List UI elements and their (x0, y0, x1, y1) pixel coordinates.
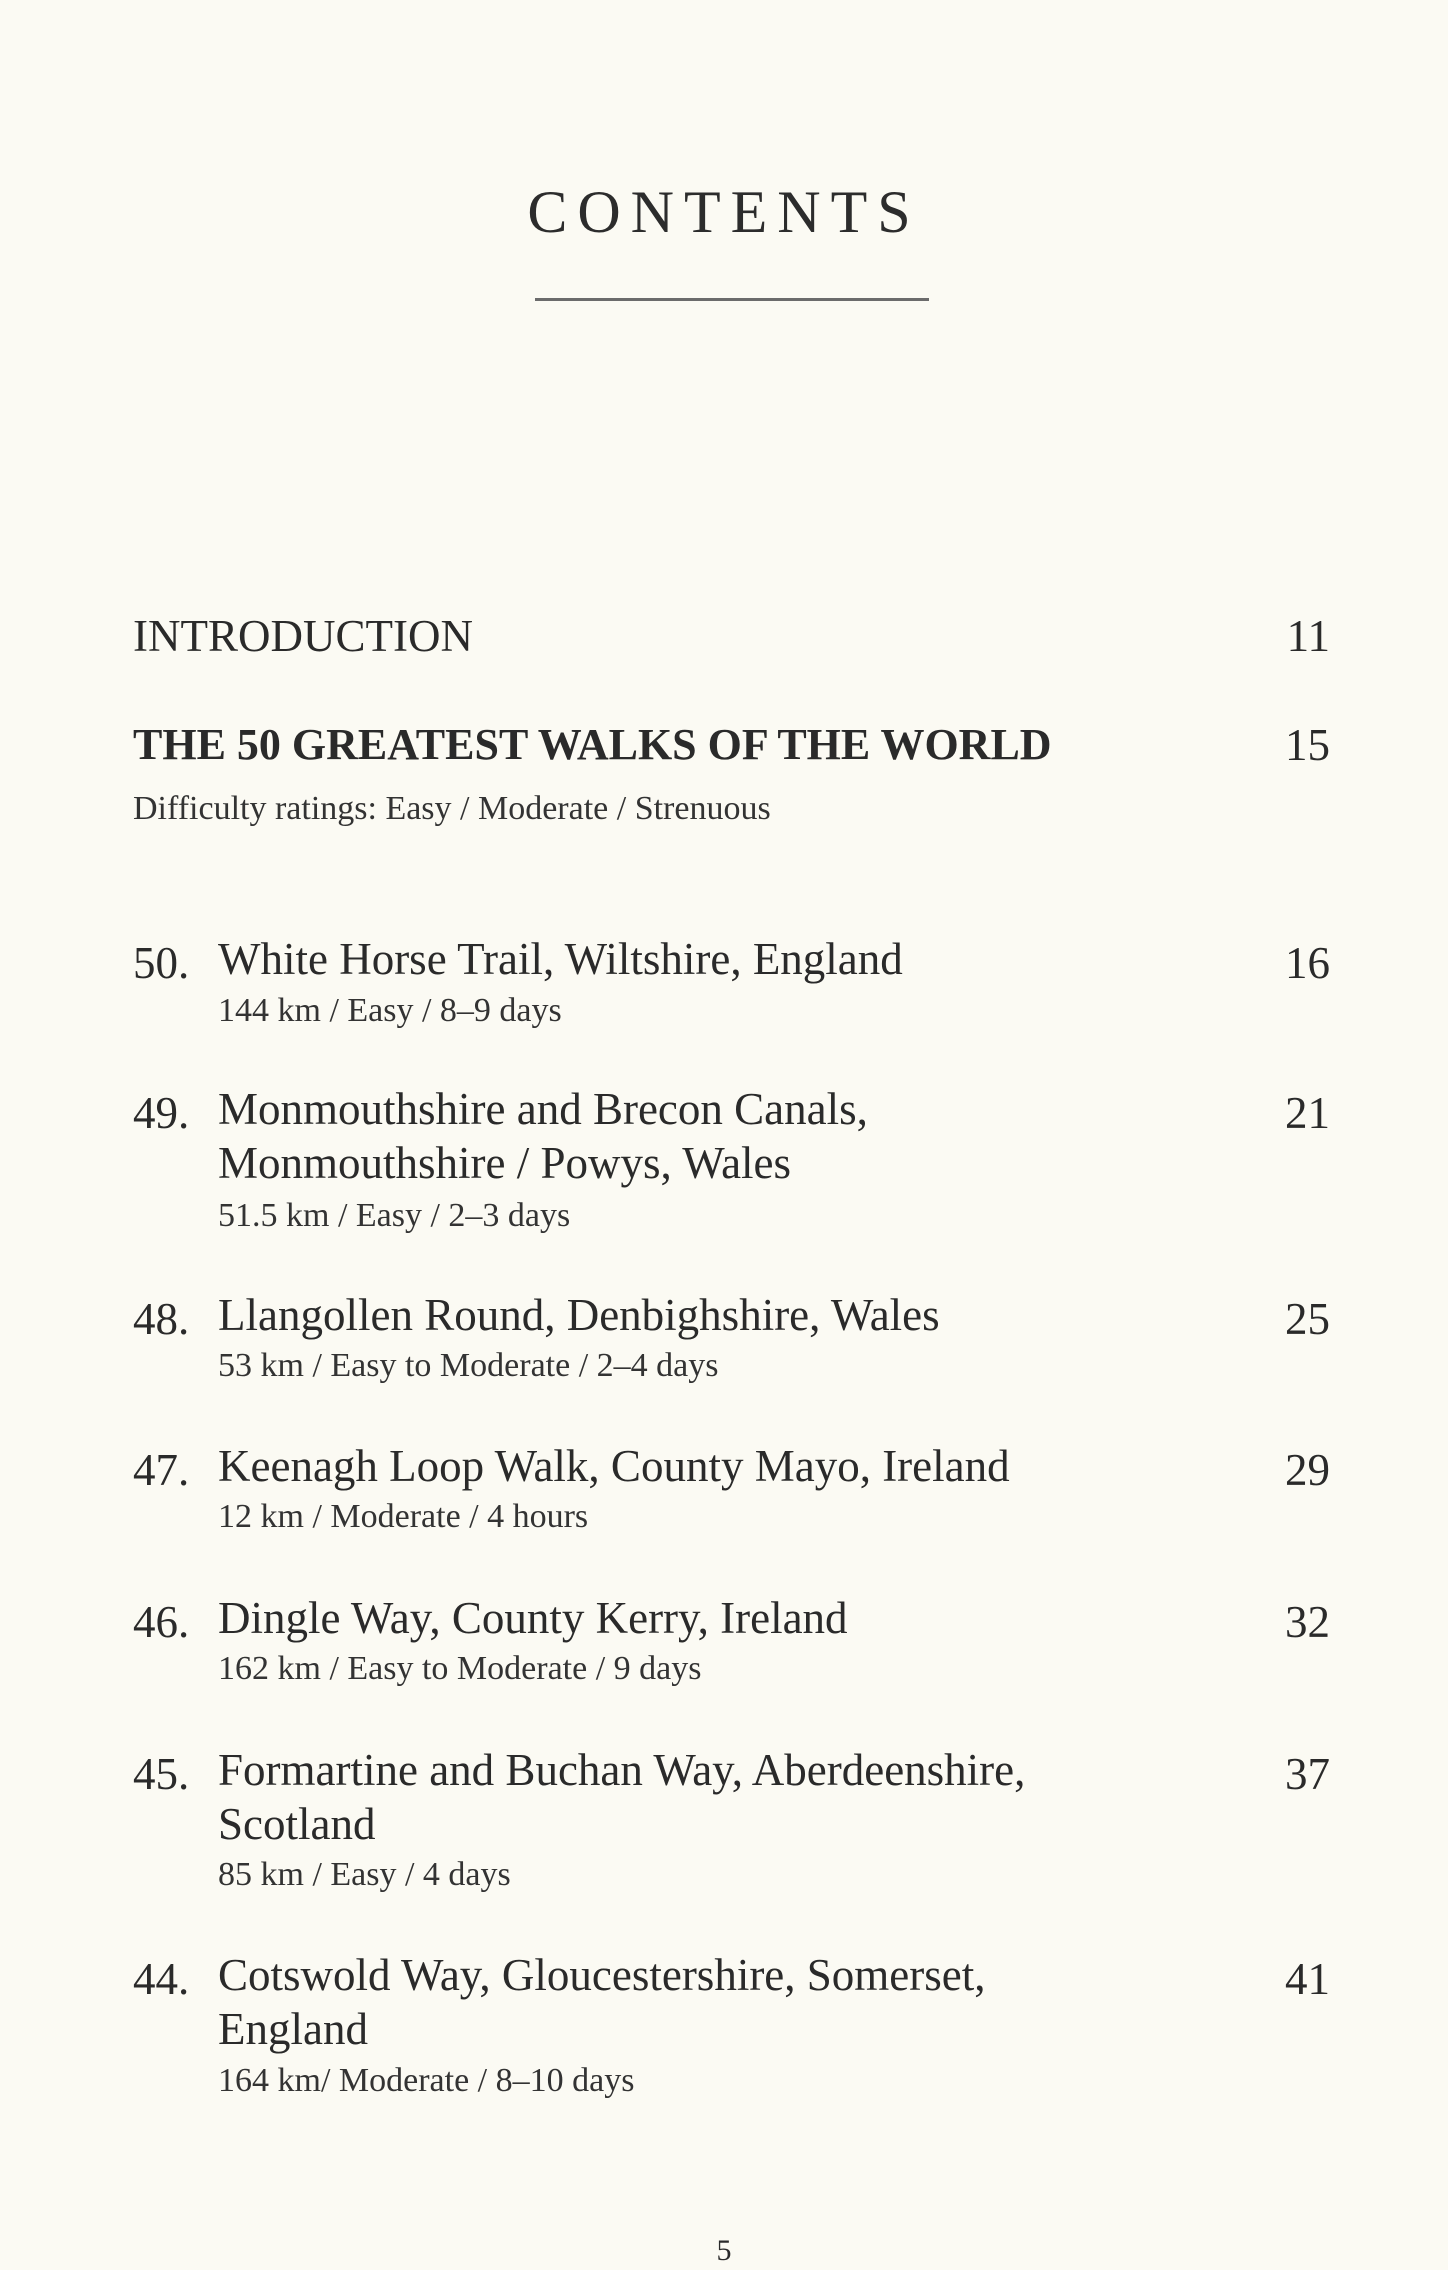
toc-intro-label: INTRODUCTION (133, 611, 473, 661)
entry-details: 85 km / Easy / 4 days (218, 1856, 511, 1893)
entry-title: Monmouthshire and Brecon Canals, Monmouthshire / Powys, Wales (218, 1084, 868, 1188)
toc-section-page: 15 (1285, 720, 1330, 770)
entry-details: 144 km / Easy / 8–9 days (218, 992, 562, 1029)
entry-title: White Horse Trail, Wiltshire, England (218, 934, 903, 984)
entry-number: 45. (133, 1749, 190, 1799)
entry-details: 53 km / Easy to Moderate / 2–4 days (218, 1347, 719, 1384)
page-number: 5 (716, 2234, 732, 2267)
entry-page: 25 (1285, 1294, 1330, 1344)
entry-title: Formartine and Buchan Way, Aberdeenshire, Scotland (218, 1745, 1026, 1849)
entry-number: 49. (133, 1088, 190, 1138)
entry-page: 32 (1285, 1597, 1330, 1647)
entry-number: 44. (133, 1954, 190, 2004)
difficulty-note: Difficulty ratings: Easy / Moderate / Strenuous (133, 790, 771, 827)
entry-number: 50. (133, 938, 190, 988)
entry-title: Cotswold Way, Gloucestershire, Somerset, England (218, 1950, 986, 2054)
title-divider (535, 298, 929, 301)
entry-title: Llangollen Round, Denbighshire, Wales (218, 1290, 940, 1340)
entry-title: Keenagh Loop Walk, County Mayo, Ireland (218, 1441, 1010, 1491)
entry-page: 37 (1285, 1749, 1330, 1799)
toc-section-label: THE 50 GREATEST WALKS OF THE WORLD (133, 720, 1052, 769)
entry-title: Dingle Way, County Kerry, Ireland (218, 1593, 848, 1643)
entry-details: 164 km/ Moderate / 8–10 days (218, 2062, 635, 2099)
toc-intro-page: 11 (1286, 611, 1330, 661)
entry-number: 46. (133, 1597, 190, 1647)
entry-number: 48. (133, 1294, 190, 1344)
entry-page: 21 (1285, 1088, 1330, 1138)
entry-details: 162 km / Easy to Moderate / 9 days (218, 1650, 702, 1687)
page-title: CONTENTS (527, 179, 921, 245)
entry-details: 12 km / Moderate / 4 hours (218, 1498, 589, 1535)
entry-page: 29 (1285, 1445, 1330, 1495)
entry-number: 47. (133, 1445, 190, 1495)
entry-details: 51.5 km / Easy / 2–3 days (218, 1197, 571, 1234)
entry-page: 41 (1285, 1954, 1330, 2004)
entry-page: 16 (1285, 938, 1330, 988)
